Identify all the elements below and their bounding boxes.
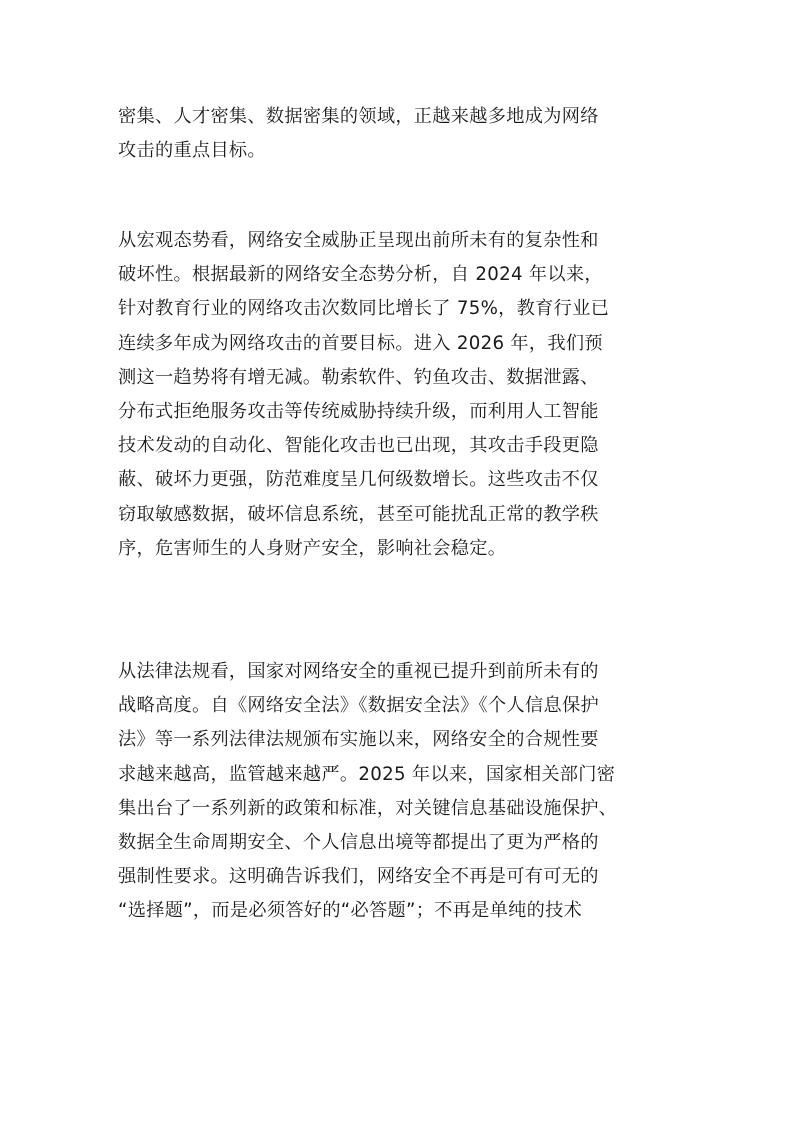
paragraph-line: “选择题”，而是必须答好的“必答题”；不再是单纯的技术 [118, 900, 583, 922]
paragraph-line: 破坏性。根据最新的网络安全态势分析，自 2024 年以来， [118, 264, 603, 286]
paragraph-laws-regulations [118, 655, 698, 929]
paragraph-sector-targets [118, 100, 698, 168]
paragraph-line: 数据全生命周期安全、个人信息出境等都提出了更为严格的 [118, 831, 599, 853]
paragraph-line: 序，危害师生的人身财产安全，影响社会稳定。 [118, 537, 507, 559]
paragraph-line: 强制性要求。这明确告诉我们，网络安全不再是可有可无的 [118, 866, 599, 888]
paragraph-line: 求越来越高，监管越来越严。2025 年以来，国家相关部门密 [118, 763, 616, 785]
paragraph-line: 技术发动的自动化、智能化攻击也已出现，其攻击手段更隐 [118, 435, 599, 457]
paragraph-line: 从宏观态势看，网络安全威胁正呈现出前所未有的复杂性和 [118, 230, 599, 251]
paragraph-line: 集出台了一系列新的政策和标准，对关键信息基础设施保护、 [118, 797, 618, 819]
paragraph-line: 战略高度。自《网络安全法》《数据安全法》《个人信息保护 [118, 695, 599, 717]
paragraph-line: 分布式拒绝服务攻击等传统威胁持续升级，而利用人工智能 [118, 400, 599, 422]
paragraph-line: 测这一趋势将有增无减。勒索软件、钓鱼攻击、数据泄露、 [118, 366, 599, 388]
paragraph-line: 连续多年成为网络攻击的首要目标。进入 2026 年，我们预 [118, 332, 603, 354]
paragraph-line: 密集、人才密集、数据密集的领域，正越来越多地成为网络 [118, 106, 599, 127]
paragraph-line: 法》等一系列法律法规颁布实施以来，网络安全的合规性要 [118, 729, 599, 751]
paragraph-line: 攻击的重点目标。 [118, 140, 266, 162]
paragraph-line: 窃取敏感数据，破坏信息系统，甚至可能扰乱正常的教学秩 [118, 503, 599, 525]
paragraph-line: 从法律法规看，国家对网络安全的重视已提升到前所未有的 [118, 661, 599, 682]
paragraph-macro-situation [118, 224, 698, 566]
paragraph-line: 针对教育行业的网络攻击次数同比增长了 75%，教育行业已 [118, 298, 610, 320]
paragraph-line: 蔽、破坏力更强，防范难度呈几何级数增长。这些攻击不仅 [118, 469, 599, 491]
